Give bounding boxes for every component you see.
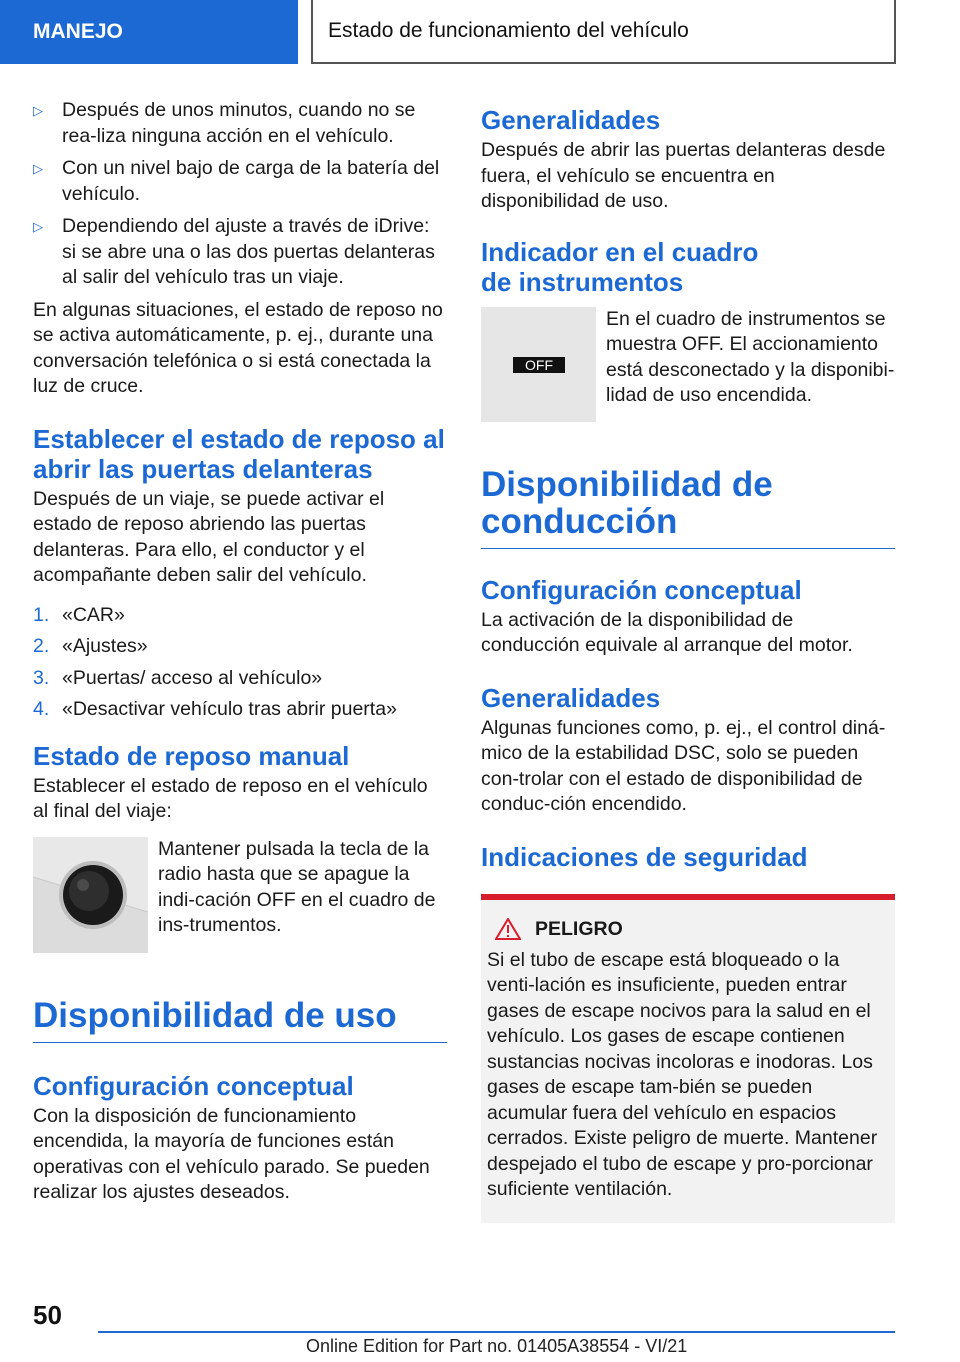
heading-reposo-manual: Estado de reposo manual xyxy=(33,740,350,771)
heading-disponibilidad-conduccion: Disponibilidad de conducción xyxy=(481,464,773,541)
step-item: 2. «Ajustes» xyxy=(33,635,148,657)
paragraph: Algunas funciones como, p. ej., el control diná-mico de la estabilidad DSC, solo se pueden con-trolar con el estado de disponibilidad de conduc-ción encendido. xyxy=(481,716,886,815)
radio-knob-icon xyxy=(33,837,148,953)
radio-button-figure xyxy=(33,837,447,953)
triangle-bullet-icon: ▷ xyxy=(33,103,43,118)
heading-generalidades-2: Generalidades xyxy=(481,682,661,713)
paragraph: Establecer el estado de reposo en el vehículo al final del viaje: xyxy=(33,774,428,822)
instrument-cluster-image xyxy=(481,307,596,422)
paragraph: Con la disposición de funcionamiento encendida, la mayoría de funciones están operativas con el vehículo parado. Se pueden realizar los ajustes deseados. xyxy=(33,1104,430,1203)
list-item: ▷ Con un nivel bajo de carga de la batería del vehículo. xyxy=(33,157,440,205)
figure-caption: Mantener pulsada la tecla de la radio hasta que se apague la indi-cación OFF en el cuadro de ins-trumentos. xyxy=(158,837,436,936)
list-item: ▷ Después de unos minutos, cuando no se rea-liza ninguna acción en el vehículo. xyxy=(33,99,416,147)
page-number: 50 xyxy=(33,1300,62,1330)
heading-disponibilidad-uso: Disponibilidad de uso xyxy=(33,995,397,1035)
warning-triangle-icon xyxy=(495,918,521,940)
figure-caption: En el cuadro de instrumentos se muestra OFF. El accionamiento está desconectado y la disponibi-lidad de uso encendida. xyxy=(606,307,895,406)
list-item: ▷ Dependiendo del ajuste a través de iDrive: si se abre una o las dos puertas delanteras al salir del vehículo tras un viaje. xyxy=(33,215,435,288)
steps-list xyxy=(33,603,447,723)
left-column xyxy=(33,98,447,1206)
triangle-bullet-icon: ▷ xyxy=(33,219,43,234)
footer-edition: Online Edition for Part no. 01405A38554 - VI/21 xyxy=(306,1336,688,1356)
step-item: 1. «CAR» xyxy=(33,603,125,626)
triangle-bullet-icon: ▷ xyxy=(33,161,43,176)
footer-divider xyxy=(98,1331,895,1333)
step-item: 4. «Desactivar vehículo tras abrir puerta» xyxy=(33,698,397,720)
heading-indicador: Indicador en el cuadro de instrumentos xyxy=(481,236,759,297)
heading-seguridad: Indicaciones de seguridad xyxy=(481,841,808,872)
paragraph: Después de abrir las puertas delanteras desde fuera, el vehículo se encuentra en disponibilidad de uso. xyxy=(481,139,886,212)
heading-reposo-puertas: Establecer el estado de reposo al abrir las puertas delanteras xyxy=(33,423,445,484)
off-indicator-label: OFF xyxy=(513,357,565,373)
off-indicator-figure xyxy=(481,307,895,422)
section-tab xyxy=(0,0,298,64)
paragraph: En algunas situaciones, el estado de reposo no se activa automáticamente, p. ej., durante una conversación telefónica o si está conectada la luz de cruce. xyxy=(33,298,443,397)
heading-disponibilidad-conduccion-wrap xyxy=(481,466,895,549)
heading-disponibilidad-uso-wrap xyxy=(33,997,447,1043)
warning-text: Si el tubo de escape está bloqueado o la venti-lación es insuficiente, pueden entrar gases de escape nocivos para la salud en el vehículo. Los gases de escape contienen sustancias nocivas incoloras e inodoras. Los gases de escape tam-bién se pueden acumular fuera del vehículo en espacios cerrados. Existe peligro de muerte. Mantener despejado el tubo de escape y pro-porcionar suficiente ventilación. xyxy=(487,948,878,1200)
chapter-title xyxy=(311,0,896,64)
bullet-list xyxy=(33,98,447,291)
chapter-title-text: Estado de funcionamiento del vehículo xyxy=(328,19,689,42)
warning-title: PELIGRO xyxy=(535,917,623,940)
warning-box xyxy=(481,894,895,1223)
heading-config-conceptual: Configuración conceptual xyxy=(33,1070,354,1101)
heading-config-conceptual: Configuración conceptual xyxy=(481,574,802,605)
right-column xyxy=(481,98,895,1223)
heading-generalidades: Generalidades xyxy=(481,105,661,135)
step-item: 3. «Puertas/ acceso al vehículo» xyxy=(33,666,323,689)
section-label: MANEJO xyxy=(33,20,123,43)
paragraph: La activación de la disponibilidad de conducción equivale al arranque del motor. xyxy=(481,608,853,656)
paragraph: Después de un viaje, se puede activar el estado de reposo abriendo las puertas delanteras. Para ello, el conductor y el acompañante deben salir del vehículo. xyxy=(33,487,385,586)
